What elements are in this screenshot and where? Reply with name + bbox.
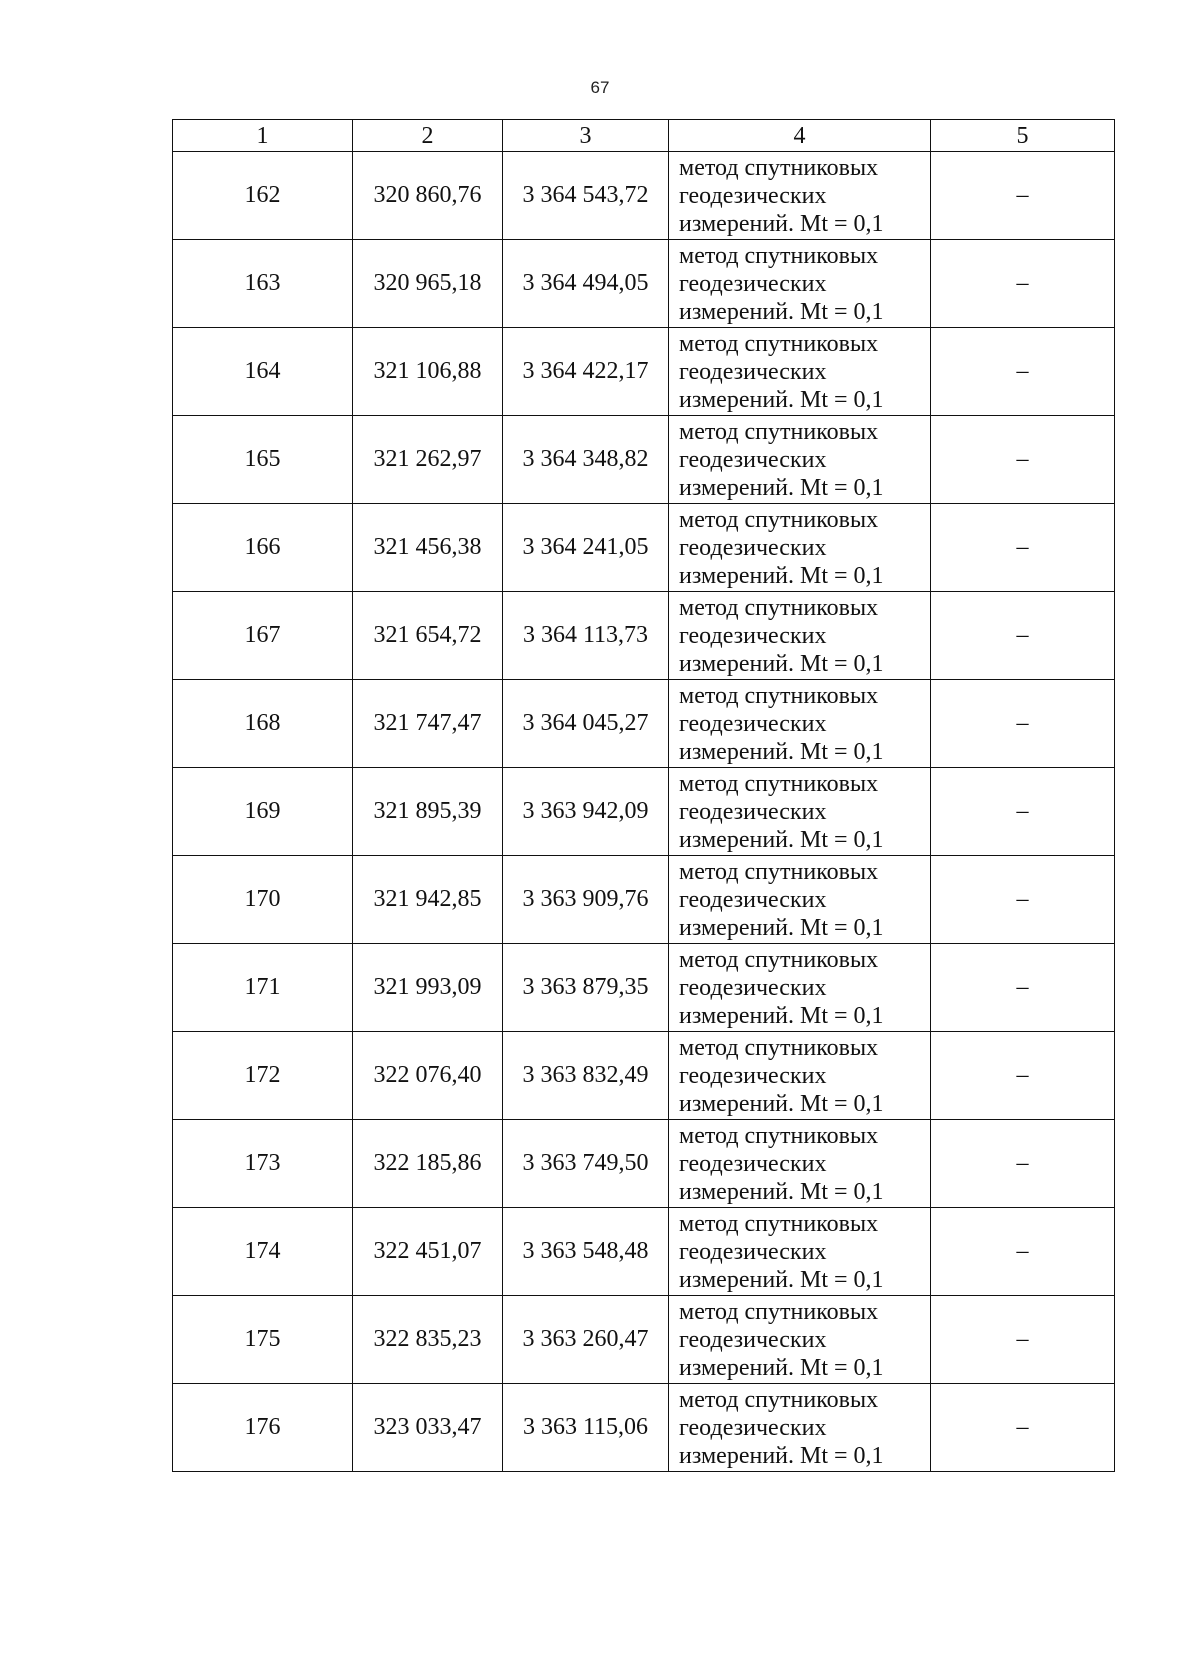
- coordinates-table: [172, 119, 1115, 1472]
- method-text-line: метод спутниковых: [679, 946, 879, 973]
- method-text-line: метод спутниковых: [679, 242, 879, 269]
- method-cell: [669, 592, 931, 680]
- note-cell: –: [931, 1032, 1115, 1120]
- x-coordinate-cell: 322 835,23: [353, 1296, 503, 1384]
- method-text-line: измерений. Mt = 0,1: [679, 738, 884, 765]
- method-text-line: метод спутниковых: [679, 1298, 879, 1325]
- x-coordinate-cell: 320 965,18: [353, 240, 503, 328]
- method-text-line: метод спутниковых: [679, 770, 879, 797]
- note-cell: –: [931, 1208, 1115, 1296]
- method-cell: [669, 1384, 931, 1472]
- x-coordinate-cell: 323 033,47: [353, 1384, 503, 1472]
- x-coordinate-cell: 320 860,76: [353, 152, 503, 240]
- column-header-2: 2: [353, 120, 503, 152]
- method-cell: [669, 1296, 931, 1384]
- table-row: [173, 1208, 1115, 1296]
- y-coordinate-cell: 3 364 348,82: [503, 416, 669, 504]
- note-cell: –: [931, 768, 1115, 856]
- method-text-line: измерений. Mt = 0,1: [679, 386, 884, 413]
- method-cell: [669, 1032, 931, 1120]
- x-coordinate-cell: 321 106,88: [353, 328, 503, 416]
- column-header-4: 4: [669, 120, 931, 152]
- table-row: [173, 856, 1115, 944]
- y-coordinate-cell: 3 364 422,17: [503, 328, 669, 416]
- column-header-1: 1: [173, 120, 353, 152]
- method-text-line: метод спутниковых: [679, 1210, 879, 1237]
- y-coordinate-cell: 3 364 113,73: [503, 592, 669, 680]
- table-row: [173, 1384, 1115, 1472]
- method-text-line: метод спутниковых: [679, 858, 879, 885]
- table-row: [173, 680, 1115, 768]
- method-text-line: геодезических: [679, 710, 827, 737]
- method-text-line: геодезических: [679, 1062, 827, 1089]
- method-cell: [669, 328, 931, 416]
- note-cell: –: [931, 1384, 1115, 1472]
- method-text-line: геодезических: [679, 974, 827, 1001]
- method-text-line: геодезических: [679, 358, 827, 385]
- x-coordinate-cell: 321 993,09: [353, 944, 503, 1032]
- table-row: [173, 416, 1115, 504]
- point-number-cell: 171: [173, 944, 353, 1032]
- y-coordinate-cell: 3 363 942,09: [503, 768, 669, 856]
- note-cell: –: [931, 1296, 1115, 1384]
- point-number-cell: 172: [173, 1032, 353, 1120]
- method-text-line: геодезических: [679, 798, 827, 825]
- method-text-line: измерений. Mt = 0,1: [679, 210, 884, 237]
- method-text-line: измерений. Mt = 0,1: [679, 562, 884, 589]
- note-cell: –: [931, 856, 1115, 944]
- x-coordinate-cell: 321 942,85: [353, 856, 503, 944]
- method-cell: [669, 856, 931, 944]
- header-row: [173, 120, 1115, 152]
- method-cell: [669, 416, 931, 504]
- y-coordinate-cell: 3 364 241,05: [503, 504, 669, 592]
- method-text-line: метод спутниковых: [679, 154, 879, 181]
- table-body: [173, 152, 1115, 1472]
- method-text-line: метод спутниковых: [679, 418, 879, 445]
- note-cell: –: [931, 1120, 1115, 1208]
- method-text-line: геодезических: [679, 1414, 827, 1441]
- table-row: [173, 504, 1115, 592]
- note-cell: –: [931, 328, 1115, 416]
- x-coordinate-cell: 321 456,38: [353, 504, 503, 592]
- note-cell: –: [931, 592, 1115, 680]
- note-cell: –: [931, 504, 1115, 592]
- y-coordinate-cell: 3 363 909,76: [503, 856, 669, 944]
- x-coordinate-cell: 322 076,40: [353, 1032, 503, 1120]
- point-number-cell: 168: [173, 680, 353, 768]
- method-text-line: геодезических: [679, 446, 827, 473]
- method-text-line: измерений. Mt = 0,1: [679, 1178, 884, 1205]
- table-row: [173, 944, 1115, 1032]
- method-text-line: метод спутниковых: [679, 1122, 879, 1149]
- method-text-line: измерений. Mt = 0,1: [679, 1266, 884, 1293]
- y-coordinate-cell: 3 363 749,50: [503, 1120, 669, 1208]
- method-cell: [669, 240, 931, 328]
- point-number-cell: 175: [173, 1296, 353, 1384]
- method-text-line: измерений. Mt = 0,1: [679, 1442, 884, 1469]
- point-number-cell: 176: [173, 1384, 353, 1472]
- x-coordinate-cell: 321 654,72: [353, 592, 503, 680]
- y-coordinate-cell: 3 363 832,49: [503, 1032, 669, 1120]
- method-text-line: геодезических: [679, 182, 827, 209]
- x-coordinate-cell: 322 185,86: [353, 1120, 503, 1208]
- y-coordinate-cell: 3 363 115,06: [503, 1384, 669, 1472]
- method-text-line: геодезических: [679, 270, 827, 297]
- method-text-line: метод спутниковых: [679, 1034, 879, 1061]
- method-cell: [669, 944, 931, 1032]
- method-text-line: измерений. Mt = 0,1: [679, 914, 884, 941]
- table-row: [173, 152, 1115, 240]
- note-cell: –: [931, 152, 1115, 240]
- point-number-cell: 163: [173, 240, 353, 328]
- table-row: [173, 328, 1115, 416]
- note-cell: –: [931, 680, 1115, 768]
- page-number: 67: [590, 78, 610, 97]
- method-text-line: измерений. Mt = 0,1: [679, 1354, 884, 1381]
- method-cell: [669, 1208, 931, 1296]
- table-row: [173, 1296, 1115, 1384]
- point-number-cell: 167: [173, 592, 353, 680]
- table-row: [173, 1120, 1115, 1208]
- point-number-cell: 173: [173, 1120, 353, 1208]
- method-text-line: геодезических: [679, 1238, 827, 1265]
- method-text-line: геодезических: [679, 1326, 827, 1353]
- method-text-line: геодезических: [679, 534, 827, 561]
- method-text-line: метод спутниковых: [679, 1386, 879, 1413]
- point-number-cell: 165: [173, 416, 353, 504]
- table-header: [173, 120, 1115, 152]
- method-text-line: геодезических: [679, 622, 827, 649]
- point-number-cell: 170: [173, 856, 353, 944]
- method-text-line: измерений. Mt = 0,1: [679, 474, 884, 501]
- y-coordinate-cell: 3 363 879,35: [503, 944, 669, 1032]
- method-cell: [669, 152, 931, 240]
- table-row: [173, 240, 1115, 328]
- point-number-cell: 162: [173, 152, 353, 240]
- table-row: [173, 768, 1115, 856]
- note-cell: –: [931, 944, 1115, 1032]
- method-text-line: метод спутниковых: [679, 594, 879, 621]
- x-coordinate-cell: 321 895,39: [353, 768, 503, 856]
- column-header-3: 3: [503, 120, 669, 152]
- y-coordinate-cell: 3 363 260,47: [503, 1296, 669, 1384]
- method-text-line: измерений. Mt = 0,1: [679, 650, 884, 677]
- method-text-line: геодезических: [679, 1150, 827, 1177]
- point-number-cell: 169: [173, 768, 353, 856]
- method-text-line: измерений. Mt = 0,1: [679, 1090, 884, 1117]
- point-number-cell: 166: [173, 504, 353, 592]
- column-header-5: 5: [931, 120, 1115, 152]
- x-coordinate-cell: 322 451,07: [353, 1208, 503, 1296]
- x-coordinate-cell: 321 262,97: [353, 416, 503, 504]
- method-text-line: метод спутниковых: [679, 506, 879, 533]
- y-coordinate-cell: 3 364 045,27: [503, 680, 669, 768]
- table-row: [173, 1032, 1115, 1120]
- y-coordinate-cell: 3 363 548,48: [503, 1208, 669, 1296]
- point-number-cell: 164: [173, 328, 353, 416]
- method-cell: [669, 1120, 931, 1208]
- method-text-line: метод спутниковых: [679, 682, 879, 709]
- method-text-line: геодезических: [679, 886, 827, 913]
- method-cell: [669, 768, 931, 856]
- note-cell: –: [931, 416, 1115, 504]
- table-row: [173, 592, 1115, 680]
- method-text-line: метод спутниковых: [679, 330, 879, 357]
- y-coordinate-cell: 3 364 494,05: [503, 240, 669, 328]
- method-text-line: измерений. Mt = 0,1: [679, 826, 884, 853]
- method-cell: [669, 504, 931, 592]
- point-number-cell: 174: [173, 1208, 353, 1296]
- method-text-line: измерений. Mt = 0,1: [679, 298, 884, 325]
- method-cell: [669, 680, 931, 768]
- method-text-line: измерений. Mt = 0,1: [679, 1002, 884, 1029]
- y-coordinate-cell: 3 364 543,72: [503, 152, 669, 240]
- x-coordinate-cell: 321 747,47: [353, 680, 503, 768]
- note-cell: –: [931, 240, 1115, 328]
